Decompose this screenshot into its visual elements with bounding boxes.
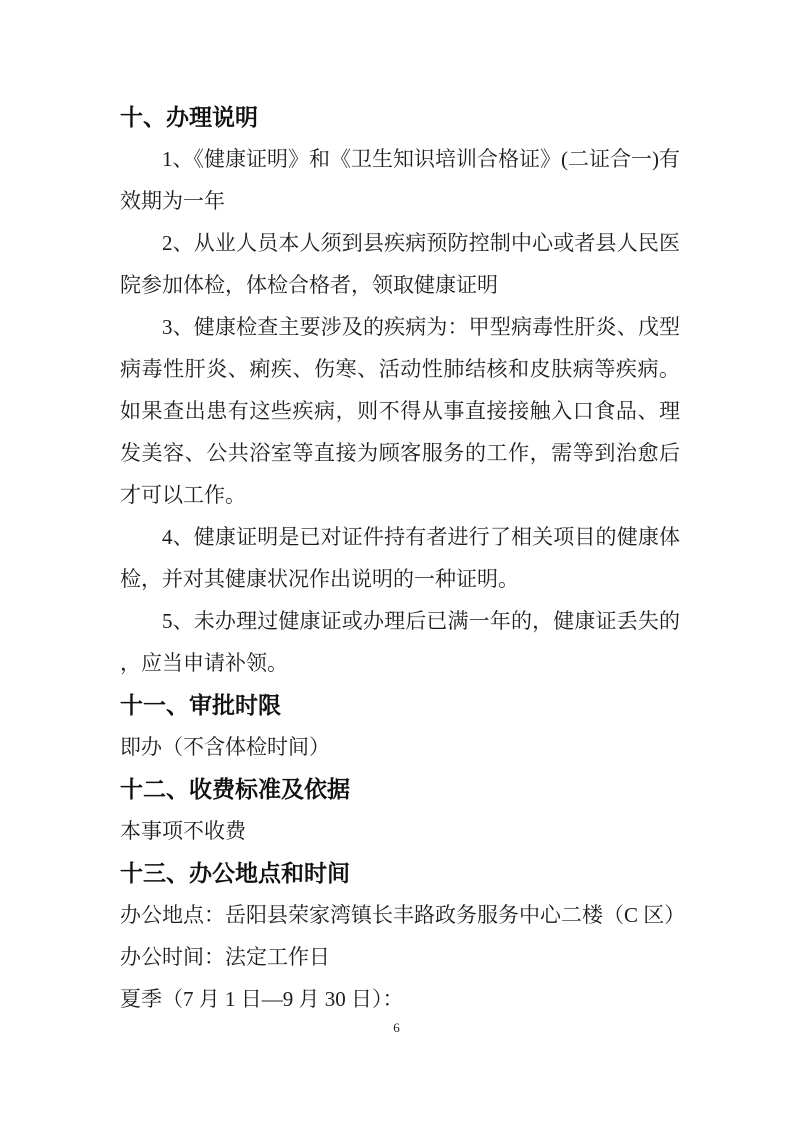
page-number: 6 xyxy=(393,1020,400,1035)
paragraph: 办公地点：岳阳县荣家湾镇长丰路政务服务中心二楼（C 区） xyxy=(120,903,686,927)
paragraph: 5、未办理过健康证或办理后已满一年的，健康证丢失的，应当申请补领。 xyxy=(120,609,680,675)
paragraph: 4、健康证明是已对证件持有者进行了相关项目的健康体检，并对其健康状况作出说明的一种证明。 xyxy=(120,525,680,591)
paragraph: 1、《健康证明》和《卫生知识培训合格证》(二证合一)有效期为一年 xyxy=(120,147,680,213)
paragraph: 即办（不含体检时间） xyxy=(120,735,330,759)
paragraph: 3、健康检查主要涉及的疾病为：甲型病毒性肝炎、戊型病毒性肝炎、痢疾、伤寒、活动性肺结核和皮肤病等疾病。如果查出患有这些疾病，则不得从事直接接触入口食品、理发美容、公共浴室等直接为顾客服务的工作，需等到治愈后才可以工作。 xyxy=(120,315,680,507)
section-heading-10: 十、办理说明 xyxy=(120,104,258,130)
paragraph: 夏季（7 月 1 日—9 月 30 日）： xyxy=(120,987,404,1011)
paragraph: 2、从业人员本人须到县疾病预防控制中心或者县人民医院参加体检，体检合格者，领取健康证明 xyxy=(120,231,680,297)
section-heading-11: 十一、审批时限 xyxy=(120,692,281,718)
document-body xyxy=(120,96,686,1020)
section-heading-12: 十二、收费标准及依据 xyxy=(120,776,350,802)
section-heading-13: 十三、办公地点和时间 xyxy=(120,860,350,886)
paragraph: 本事项不收费 xyxy=(120,819,246,843)
paragraph: 办公时间：法定工作日 xyxy=(120,945,330,969)
